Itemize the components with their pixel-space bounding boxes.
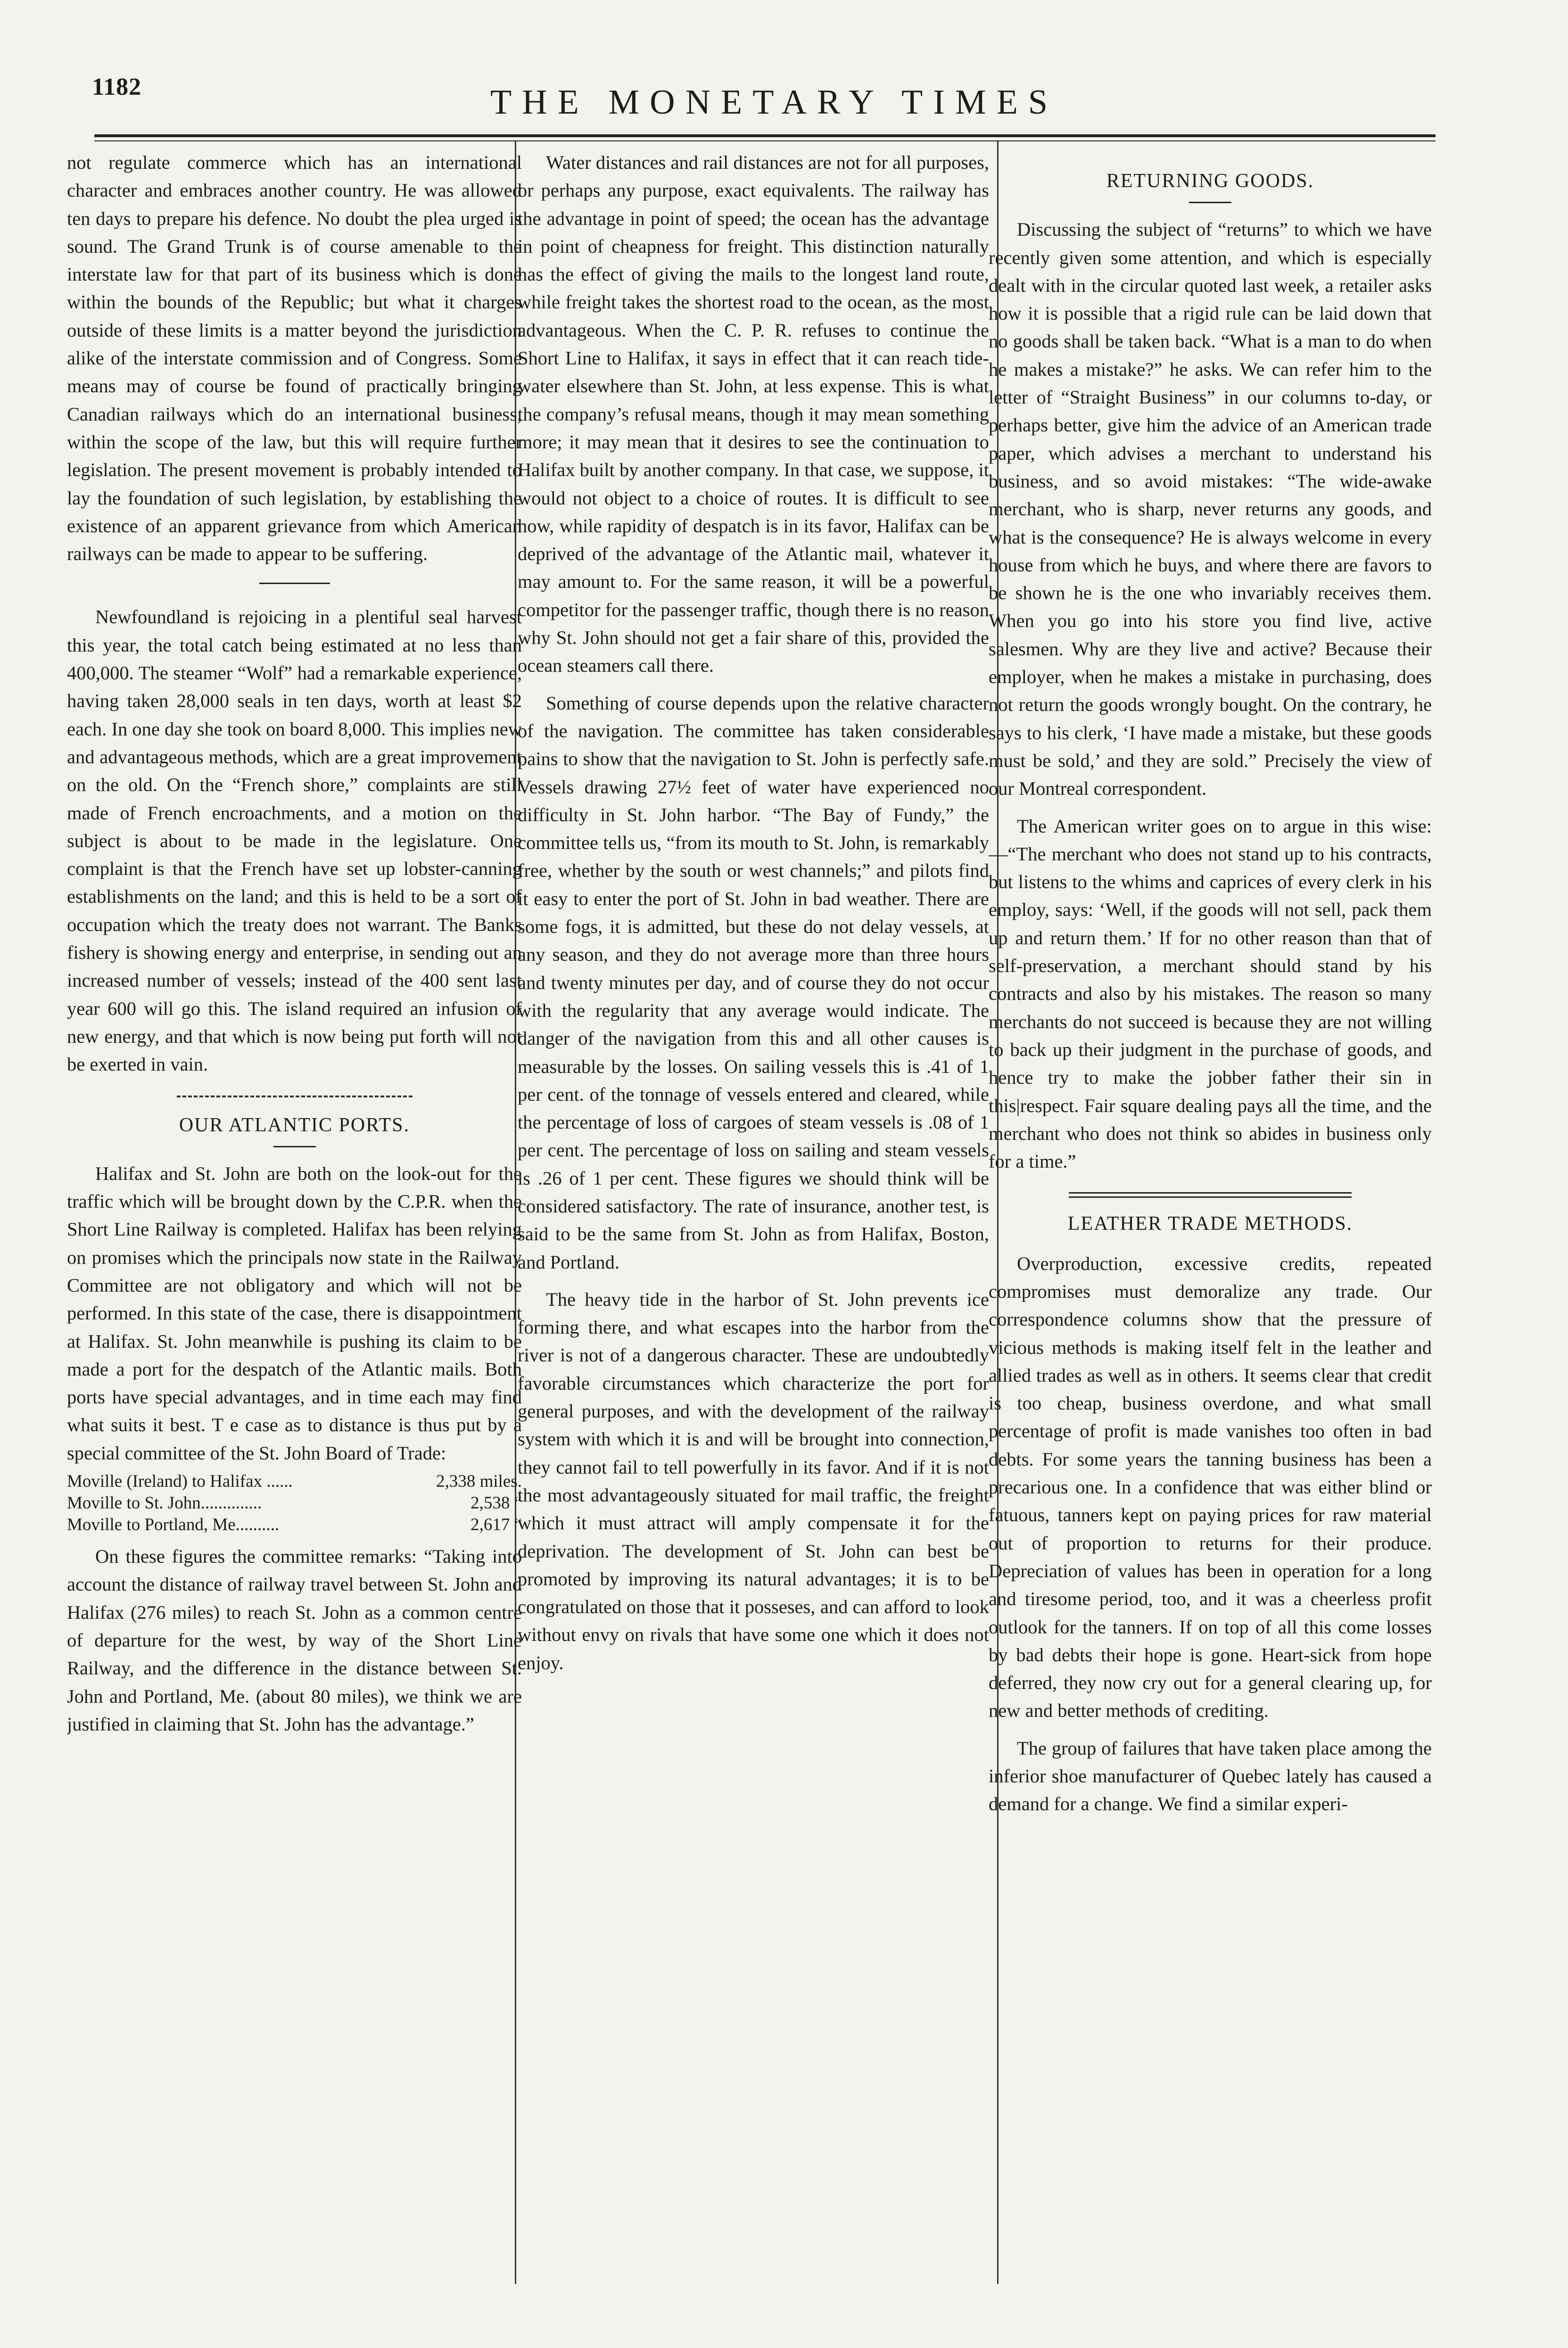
heading-rule [1189, 202, 1231, 203]
article-paragraph: Halifax and St. John are both on the look-out for the traffic which will be brought down by the C.P.R. when the Short Line Railway is completed. Halifax has been relying on promises which the principals now state in the Railway Committee are not obligatory and which will not be performed. In this state of the case, there is disappointment at Halifax. St. John meanwhile is pushing its claim to be made a port for the despatch of the Atlantic mails. Both ports have special advantages, and in time each may find what suits it best. T e case as to distance is thus put by a special committee of the St. John Board of Trade: [67, 1162, 522, 1464]
page-number: 1182 [92, 74, 142, 100]
distance-miles: 2,538 “ [470, 1493, 522, 1513]
distance-miles: 2,617 “ [470, 1515, 522, 1535]
masthead-title: THE MONETARY TIMES [490, 83, 1058, 122]
distance-route: Moville to Portland, Me.......... [67, 1515, 280, 1535]
column-1 [67, 148, 522, 2326]
article-heading: LEATHER TRADE METHODS. [1067, 1213, 1353, 1235]
article-heading: RETURNING GOODS. [1106, 170, 1314, 192]
article-paragraph: Something of course depends upon the relative character of the navigation. The committee has taken considerable pains to show that the navigation to St. John is perfectly safe. Vessels drawing 27½ feet of water have experienced no difficulty in St. John harbor. “The Bay of Fundy,” the committee tells us, “from its mouth to St. John, is remarkably free, whether by the south or west channels;” and pilots find it easy to enter the port of St. John in bad weather. There are some fogs, it is admitted, but these do not delay vessels, at any season, and they do not average more than three hours and twenty minutes per day, and of course they do not occur with the regularity that any average would indicate. The danger of the navigation from this and all other causes is measurable by the losses. On sailing vessels this is .41 of 1 per cent. of the tonnage of vessels entered and cleared, while the percentage of loss of cargoes of steam vessels is .08 of 1 per cent. The percentage of loss on sailing and steam vessels is .26 of 1 per cent. These figures we should think will be considered satisfactory. The rate of insurance, another test, is said to be the same from St. John as from Halifax, Boston, and Portland. [518, 692, 989, 1273]
distance-miles: 2,338 miles. [436, 1472, 522, 1491]
page-header [0, 0, 1568, 141]
distance-route: Moville to St. John.............. [67, 1493, 262, 1513]
article-paragraph: The American writer goes on to argue in this wise:—“The merchant who does not stand up to his contracts, but listens to the whims and caprices of every clerk in his employ, says: ‘Well, if the goods will not sell, pack them up and return them.’ If for no other reason than that of self-preservation, a merchant should stand by his contracts and also by his mistakes. The reason so many merchants do not succeed is because they are not willing to back up their judgment in the purchase of goods, and hence try to make the jobber father their sin in this|respect. Fair square dealing pays all the time, and the merchant who does not think so abides in business only for a time.” [989, 815, 1432, 1172]
article-paragraph: The group of failures that have taken place among the inferior shoe manufacturer of Quebec lately has caused a demand for a change. We find a similar experi- [989, 1737, 1432, 1815]
article-paragraph: not regulate commerce which has an international character and embraces another country. He was allowed ten days to prepare his defence. No doubt the plea urged is sound. The Grand Trunk is of course amenable to the interstate law for that part of its business which is done within the bounds of the Republic; but what it charges outside of these limits is a matter beyond the jurisdiction alike of the interstate commission and of Congress. Some means may of course be found of practically bringing Canadian railways which do an international business, within the scope of the law, but this will require further legislation. The present movement is probably intended to lay the foundation of such legislation, by establishing the existence of an apparent grievance from which American railways can be made to appear to be suffering. [67, 152, 522, 565]
section-separator [259, 583, 330, 584]
header-rule [94, 134, 1436, 137]
heading-rule [273, 1146, 316, 1147]
distance-row [67, 1492, 522, 1514]
article-paragraph: Overproduction, excessive credits, repeated compromises must demoralize any trade. Our correspondence columns show that the pressure of vicious methods is making itself felt in the leather and allied trades as well as in others. It seems clear that credit is too cheap, business overdone, and what small percentage of profit is made vanishes too often in bad debts. For some years the tanning business has been a precarious one. In a confidence that was either blind or fatuous, tanners kept on paying prices for raw material out of proportion to returns for their produce. Depreciation of values has been in operation for a long and tiresome period, too, and it was a cheerless profit outlook for the tanners. If on top of all this come losses by bad debts their hope is gone. Heart-sick from hope deferred, they now cry out for a general clearing up, for new and better methods of crediting. [989, 1252, 1432, 1722]
column-3 [989, 148, 1432, 2326]
article-paragraph: Discussing the subject of “returns” to which we have recently given some attention, and which is especially dealt with in the circular quoted last week, a retailer asks how it is possible that a rigid rule can be laid down that no goods shall be taken back. “What is a man to do when he makes a mistake?” he asks. We can refer him to the letter of “Straight Business” in our columns to-day, or perhaps better, give him the advice of an American trade paper, which advises a merchant to understand his business, and so avoid mistakes: “The wide-awake merchant, who is sharp, never returns any goods, and what is the consequence? He is always welcome in every house from which he buys, and where there are favors to be shown he is the one who invariably receives them. When you go into his store you find live, active salesmen. Why are they live and active? Because their employer, when he makes a mistake in purchasing, does not return the goods wrongly bought. On the contrary, he says to his clerk, ‘I have made a mistake, but these goods must be sold,’ and they are sold.” Precisely the view of our Montreal correspondent. [989, 219, 1432, 799]
article-paragraph: The heavy tide in the harbor of St. John prevents ice forming there, and what escapes into the harbor from the river is not of a dangerous character. These are undoubtedly favorable circumstances which characterize the port for general purposes, and with the development of the railway system with which it is and will be brought into connection, they cannot fail to tell powerfully in its favor. And if it is not the most advantageously situated for mail traffic, the freight which it must attract will amply compensate it for the deprivation. The development of St. John can best be promoted by improving its natural advantages; it is to be congratulated on those that it posseses, and can afford to look without envy on rivals that have some one which it does not enjoy. [518, 1288, 989, 1673]
article-paragraph: Newfoundland is rejoicing in a plentiful seal harvest this year, the total catch being estimated at no less than 400,000. The steamer “Wolf” had a remarkable experience, having taken 28,000 seals in ten days, worth at least $2 each. In one day she took on board 8,000. This implies new and advantageous methods, which are a great improvement on the old. On the “French shore,” complaints are still made of French encroachments, and a motion on the subject is about to be made in the legislature. One complaint is that the French have set up lobster-canning establishments on the land; and this is held to be a sort of occupation which the treaty does not warrant. The Banks fishery is showing energy and enterprise, in sending out an increased number of vessels; instead of the 400 sent last year 600 will go this. The island required an infusion of new energy, and that which is now being put forth will not be exerted in vain. [67, 606, 522, 1075]
distance-row [67, 1514, 522, 1536]
section-separator [1069, 1192, 1352, 1198]
header-rule-thin [94, 140, 1436, 141]
article-paragraph: Water distances and rail distances are not for all purposes, or perhaps any purpose, exact equivalents. The railway has the advantage in point of speed; the ocean has the advantage in point of cheapness for freight. This distinction naturally has the effect of giving the mails to the longest land route, while freight takes the shortest road to the ocean, as the most advantageous. When the C. P. R. refuses to continue the Short Line to Halifax, it says in effect that it can reach tide-water elsewhere than St. John, at less expense. This is what the company’s refusal means, though it may mean something more; it may mean that it desires to see the continuation to Halifax built by another company. In that case, we suppose, it would not object to a choice of routes. It is difficult to see how, while rapidity of despatch is in its favor, Halifax can be deprived of the advantage of the Atlantic mail, whatever it may amount to. For the same reason, it will be a powerful competitor for the passenger traffic, though there is no reason why St. John should not get a fair share of this, provided the ocean steamers call there. [518, 152, 989, 676]
article-paragraph: On these figures the committee remarks: “Taking into account the distance of railway travel between St. John and Halifax (276 miles) to reach St. John as a common centre of departure for the west, by way of the Short Line Railway, and the difference in the distance between St. John and Portland, Me. (about 80 miles), we think we are justified in claiming that St. John has the advantage.” [67, 1546, 522, 1735]
article-heading: OUR ATLANTIC PORTS. [179, 1114, 410, 1136]
section-separator [177, 1096, 413, 1097]
distance-route: Moville (Ireland) to Halifax ...... [67, 1472, 293, 1491]
distance-table [67, 1471, 522, 1536]
column-2 [518, 148, 989, 2326]
distance-row [67, 1471, 522, 1492]
